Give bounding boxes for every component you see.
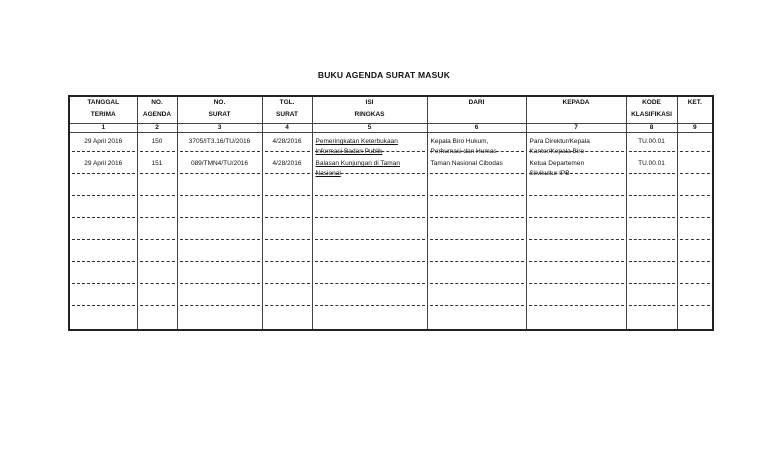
cell-tgl-surat: 4/28/2016 xyxy=(262,155,312,177)
header-no-surat: NO. SURAT xyxy=(177,96,262,124)
dashed-rule xyxy=(180,305,260,306)
dashed-rule xyxy=(629,217,675,218)
cell-ket xyxy=(677,243,713,265)
dashed-rule xyxy=(265,305,310,306)
dashed-rule xyxy=(180,239,260,240)
cell-no-surat xyxy=(177,177,262,199)
cell-kepada xyxy=(526,309,626,330)
cell-ket xyxy=(677,155,713,177)
cell-isi-ringkas: Balasan Kunjungan di Taman Nasional xyxy=(312,155,427,177)
cell-tgl-surat xyxy=(262,309,312,330)
cell-kode-klasifikasi xyxy=(626,199,677,221)
cell-tgl-surat xyxy=(262,177,312,199)
cell-dari xyxy=(427,177,526,199)
dashed-rule xyxy=(430,283,524,284)
dashed-rule xyxy=(265,283,310,284)
dashed-rule xyxy=(72,283,135,284)
dashed-rule xyxy=(629,305,675,306)
cell-tanggal-terima xyxy=(69,287,137,309)
cell-tanggal-terima xyxy=(69,221,137,243)
table-row xyxy=(69,133,713,156)
cell-tanggal-terima xyxy=(69,265,137,287)
cell-kepada xyxy=(526,221,626,243)
header-no-agenda: NO. AGENDA xyxy=(137,96,177,124)
dashed-rule xyxy=(529,261,624,262)
cell-isi-ringkas xyxy=(312,243,427,265)
dashed-rule xyxy=(265,195,310,196)
dashed-rule xyxy=(265,261,310,262)
empty-table-row xyxy=(69,309,713,330)
empty-table-row xyxy=(69,177,713,199)
cell-tanggal-terima xyxy=(69,177,137,199)
dashed-rule xyxy=(629,283,675,284)
column-number: 8 xyxy=(626,124,677,133)
dashed-rule xyxy=(265,239,310,240)
cell-dari xyxy=(427,309,526,330)
empty-table-row xyxy=(69,287,713,309)
cell-no-surat xyxy=(177,199,262,221)
cell-dari: Taman Nasional Cibodas xyxy=(427,155,526,177)
cell-no-surat xyxy=(177,243,262,265)
dashed-rule xyxy=(180,261,260,262)
cell-isi-ringkas: Pemeringkatan Keterbukaan Informasi Badan Publik xyxy=(312,133,427,156)
cell-isi-ringkas xyxy=(312,221,427,243)
dashed-rule xyxy=(180,195,260,196)
dashed-rule xyxy=(430,195,524,196)
cell-dari: Kepala Biro Hukum, Perhumasi dan Humas xyxy=(427,133,526,156)
column-number-row xyxy=(69,124,713,133)
cell-kepada: Para Direktur/Kepala Kantor/Kepala Biro xyxy=(526,133,626,156)
dashed-rule xyxy=(315,195,425,196)
dashed-rule xyxy=(529,239,624,240)
cell-no-agenda xyxy=(137,265,177,287)
dashed-rule xyxy=(140,283,175,284)
cell-tanggal-terima: 29 April 2016 xyxy=(69,155,137,177)
cell-no-surat xyxy=(177,287,262,309)
cell-kode-klasifikasi: TU.00.01 xyxy=(626,133,677,156)
table-row xyxy=(69,155,713,177)
cell-kode-klasifikasi xyxy=(626,243,677,265)
column-number: 6 xyxy=(427,124,526,133)
cell-ket xyxy=(677,199,713,221)
dashed-rule xyxy=(72,261,135,262)
cell-no-surat: 3705/IT3.16/TU/2016 xyxy=(177,133,262,156)
cell-no-surat xyxy=(177,309,262,330)
header-tanggal-terima: TANGGAL TERIMA xyxy=(69,96,137,124)
column-number: 7 xyxy=(526,124,626,133)
dashed-rule xyxy=(140,217,175,218)
dashed-rule xyxy=(680,305,711,306)
dashed-rule xyxy=(140,195,175,196)
dashed-rule xyxy=(529,217,624,218)
dashed-rule xyxy=(140,261,175,262)
cell-ket xyxy=(677,309,713,330)
header-ket: KET. xyxy=(677,96,713,124)
empty-table-row xyxy=(69,265,713,287)
cell-tgl-surat: 4/28/2016 xyxy=(262,133,312,156)
cell-kepada xyxy=(526,243,626,265)
dashed-rule xyxy=(315,305,425,306)
cell-kepada xyxy=(526,287,626,309)
cell-kode-klasifikasi xyxy=(626,265,677,287)
column-number: 9 xyxy=(677,124,713,133)
dashed-rule xyxy=(315,261,425,262)
dashed-rule xyxy=(529,195,624,196)
cell-no-agenda: 151 xyxy=(137,155,177,177)
cell-tanggal-terima xyxy=(69,243,137,265)
dashed-rule xyxy=(180,217,260,218)
dashed-rule xyxy=(180,283,260,284)
cell-kepada: Ketua Departemen Silvikultur IPB xyxy=(526,155,626,177)
dashed-rule xyxy=(680,217,711,218)
cell-ket xyxy=(677,177,713,199)
column-number: 4 xyxy=(262,124,312,133)
dashed-rule xyxy=(315,217,425,218)
column-number: 1 xyxy=(69,124,137,133)
page-title: BUKU AGENDA SURAT MASUK xyxy=(317,70,451,80)
cell-no-agenda xyxy=(137,221,177,243)
cell-tanggal-terima: 29 April 2016 xyxy=(69,133,137,156)
cell-dari xyxy=(427,221,526,243)
dashed-rule xyxy=(629,261,675,262)
cell-no-surat xyxy=(177,221,262,243)
dashed-rule xyxy=(430,305,524,306)
dashed-rule xyxy=(680,239,711,240)
dashed-rule xyxy=(529,305,624,306)
header-dari: DARI xyxy=(427,96,526,124)
cell-tgl-surat xyxy=(262,287,312,309)
cell-no-agenda xyxy=(137,309,177,330)
cell-isi-ringkas xyxy=(312,177,427,199)
dashed-rule xyxy=(430,239,524,240)
column-number: 2 xyxy=(137,124,177,133)
cell-kode-klasifikasi: TU.00.01 xyxy=(626,155,677,177)
cell-isi-ringkas xyxy=(312,309,427,330)
dashed-rule xyxy=(629,195,675,196)
cell-dari xyxy=(427,265,526,287)
header-tgl-surat: TGL. SURAT xyxy=(262,96,312,124)
dashed-rule xyxy=(140,239,175,240)
dashed-rule xyxy=(315,283,425,284)
cell-kepada xyxy=(526,199,626,221)
cell-tanggal-terima xyxy=(69,199,137,221)
cell-no-surat: 089/TMN4/TU/2016 xyxy=(177,155,262,177)
cell-dari xyxy=(427,199,526,221)
cell-no-agenda xyxy=(137,243,177,265)
empty-table-row xyxy=(69,243,713,265)
dashed-rule xyxy=(629,239,675,240)
header-isi-ringkas: ISI RINGKAS xyxy=(312,96,427,124)
dashed-rule xyxy=(72,195,135,196)
agenda-table xyxy=(68,95,714,331)
cell-ket xyxy=(677,265,713,287)
cell-kode-klasifikasi xyxy=(626,287,677,309)
empty-table-row xyxy=(69,221,713,243)
cell-dari xyxy=(427,243,526,265)
dashed-rule xyxy=(265,217,310,218)
cell-isi-ringkas xyxy=(312,265,427,287)
dashed-rule xyxy=(430,261,524,262)
cell-no-agenda xyxy=(137,177,177,199)
header-kepada: KEPADA xyxy=(526,96,626,124)
cell-no-agenda xyxy=(137,199,177,221)
dashed-rule xyxy=(315,239,425,240)
dashed-rule xyxy=(680,261,711,262)
cell-no-agenda xyxy=(137,287,177,309)
dashed-rule xyxy=(680,283,711,284)
dashed-rule xyxy=(430,217,524,218)
dashed-rule xyxy=(529,283,624,284)
dashed-rule xyxy=(72,239,135,240)
cell-tgl-surat xyxy=(262,265,312,287)
cell-tgl-surat xyxy=(262,221,312,243)
dashed-rule xyxy=(140,305,175,306)
cell-tanggal-terima xyxy=(69,309,137,330)
cell-kepada xyxy=(526,265,626,287)
cell-kode-klasifikasi xyxy=(626,309,677,330)
column-number: 3 xyxy=(177,124,262,133)
cell-isi-ringkas xyxy=(312,199,427,221)
cell-kepada xyxy=(526,177,626,199)
cell-tgl-surat xyxy=(262,199,312,221)
cell-dari xyxy=(427,287,526,309)
empty-table-row xyxy=(69,199,713,221)
cell-ket xyxy=(677,287,713,309)
column-number: 5 xyxy=(312,124,427,133)
cell-ket xyxy=(677,133,713,156)
header-row xyxy=(69,96,713,124)
header-kode-klasifikasi: KODE KLASIFIKASI xyxy=(626,96,677,124)
cell-tgl-surat xyxy=(262,243,312,265)
dashed-rule xyxy=(680,195,711,196)
cell-no-agenda: 150 xyxy=(137,133,177,156)
cell-kode-klasifikasi xyxy=(626,177,677,199)
cell-ket xyxy=(677,221,713,243)
cell-kode-klasifikasi xyxy=(626,221,677,243)
dashed-rule xyxy=(72,305,135,306)
cell-isi-ringkas xyxy=(312,287,427,309)
dashed-rule xyxy=(72,217,135,218)
cell-no-surat xyxy=(177,265,262,287)
